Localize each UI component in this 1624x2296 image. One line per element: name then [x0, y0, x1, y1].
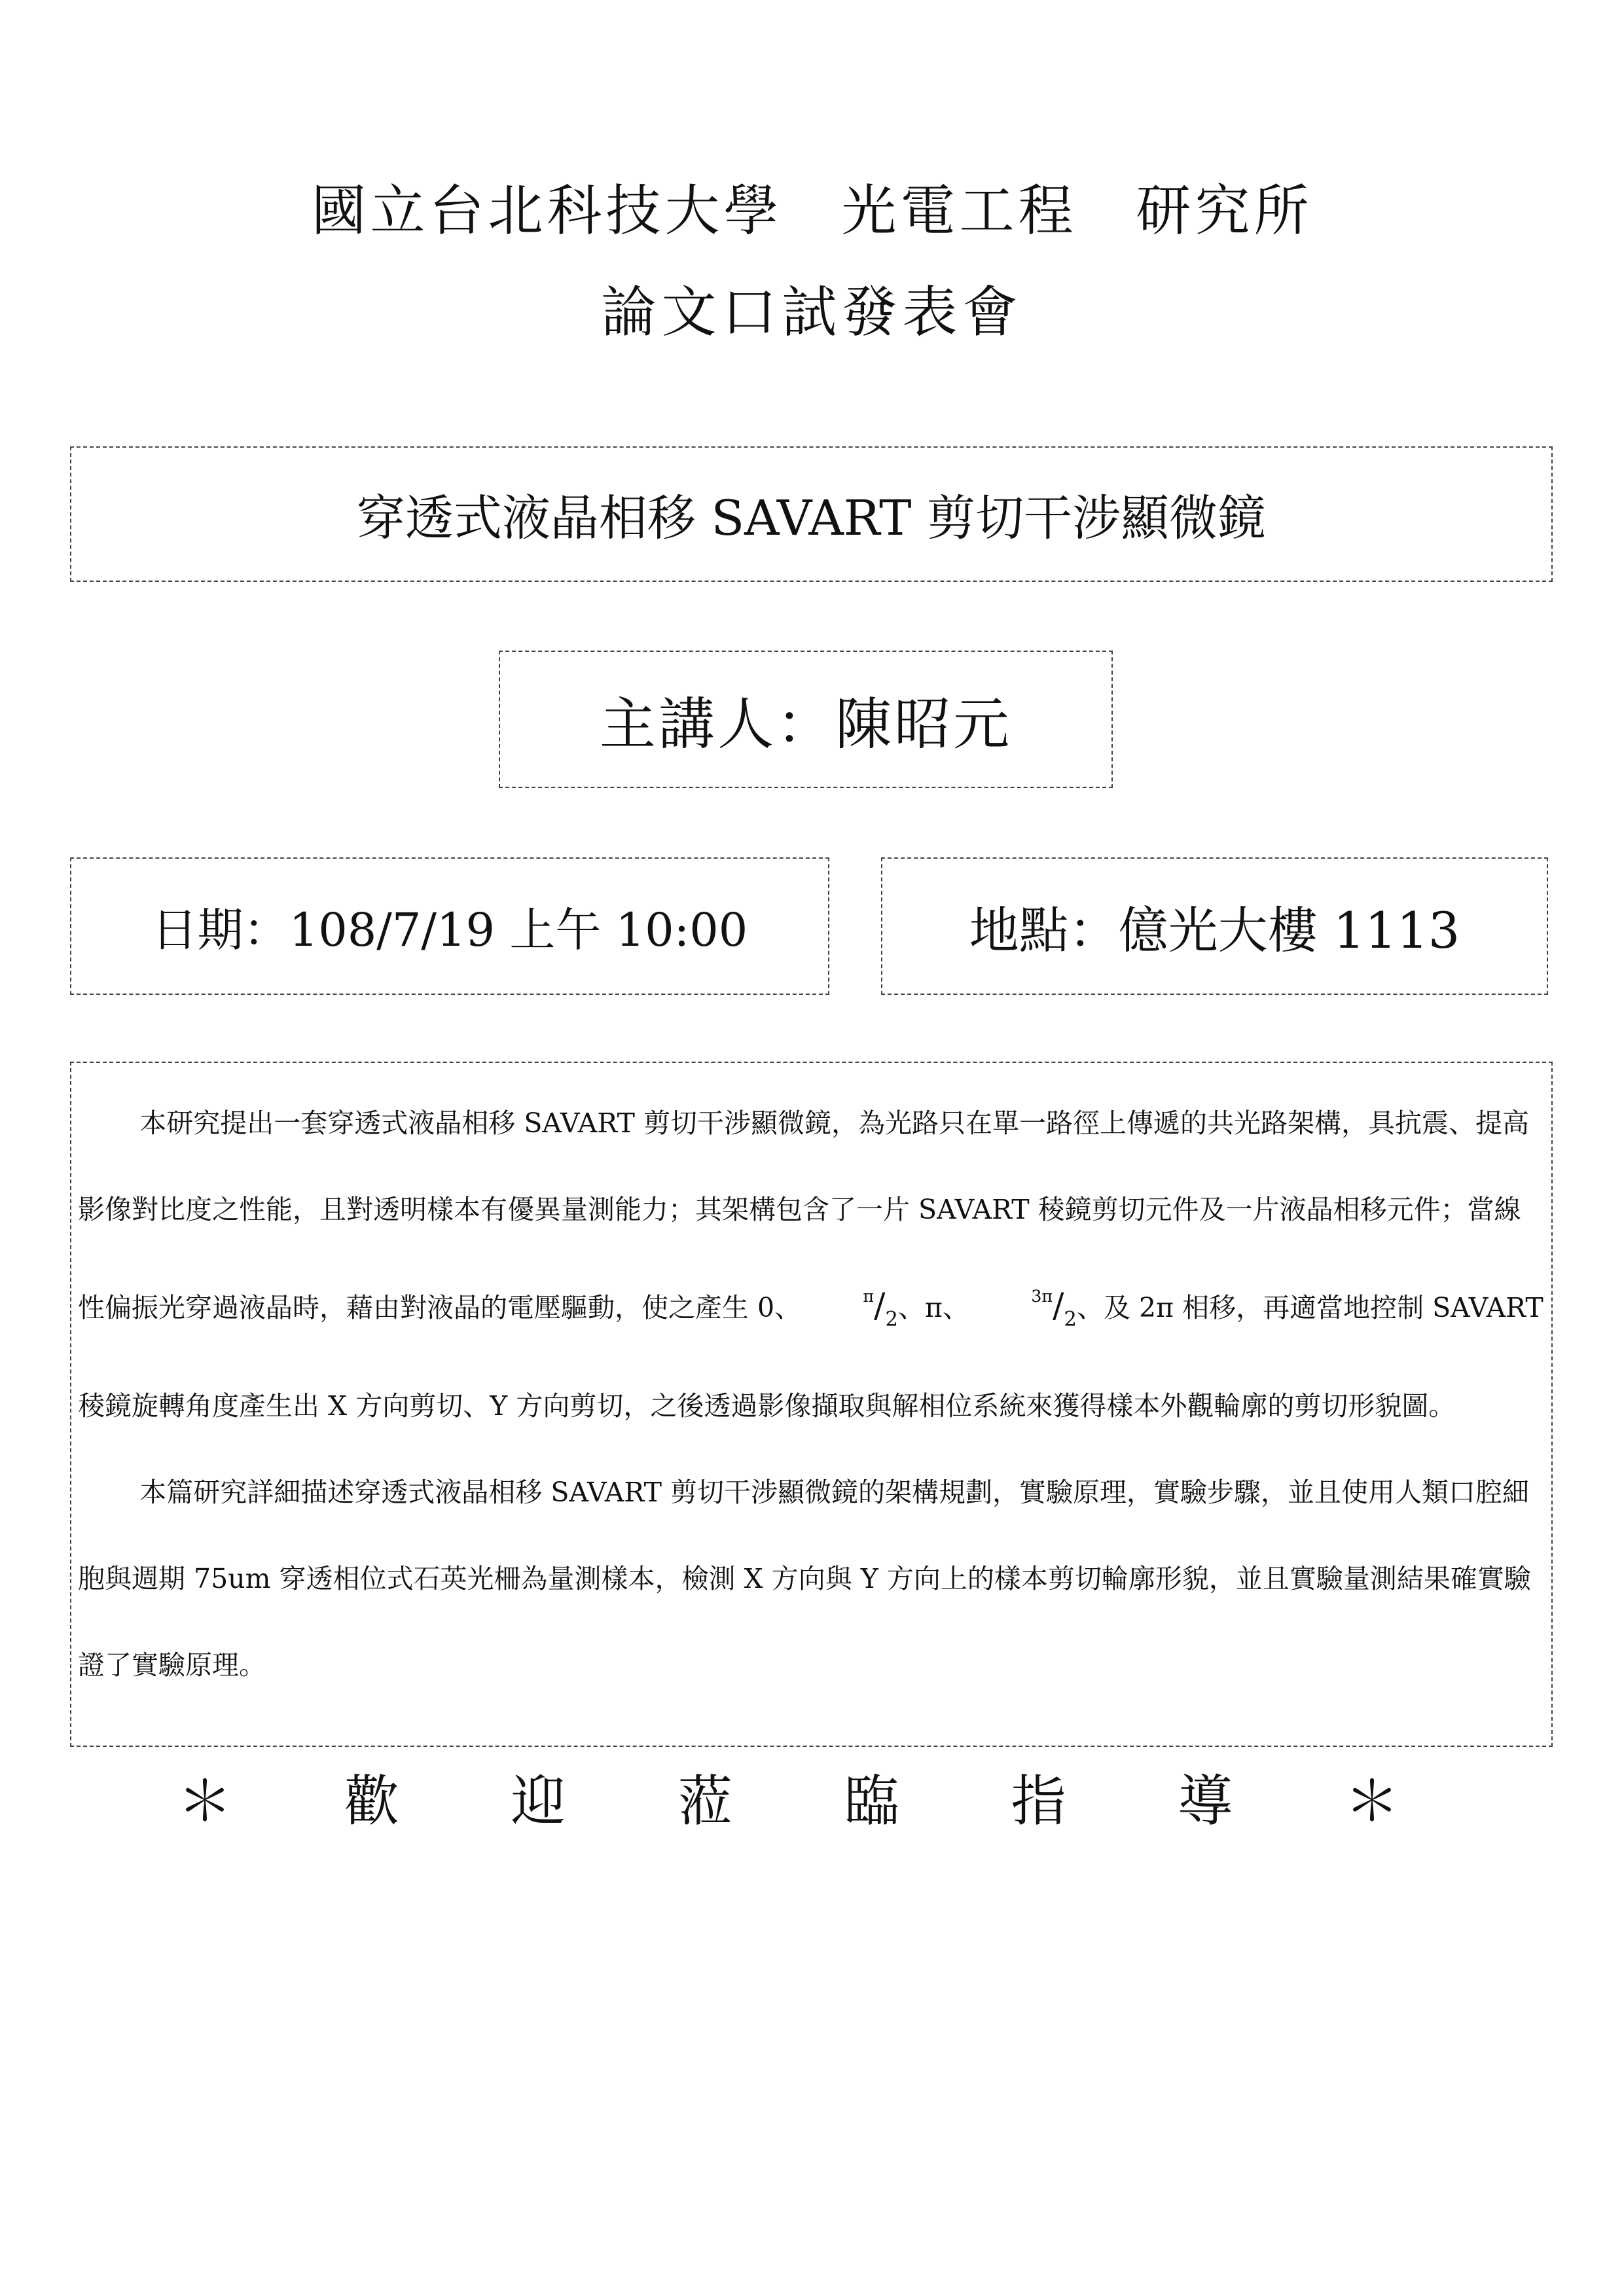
speaker-box — [499, 651, 1113, 788]
fraction-denominator: 2 — [885, 1307, 898, 1331]
location: 地點：億光大樓 1113 — [969, 901, 1460, 960]
fraction-3pi-over-2: $^{3\pi}/_2$ — [1031, 1285, 1077, 1331]
abstract-paragraph-1 — [78, 1080, 1545, 1449]
date-time: 日期：108/7/19 上午 10:00 — [151, 903, 748, 957]
fraction-pi-over-2: $^\pi/_2$ — [863, 1285, 898, 1331]
fraction-numerator: π — [863, 1286, 875, 1306]
fraction-numerator: 3π — [1031, 1286, 1053, 1306]
event-heading: 論文口試發表會 — [601, 280, 1023, 344]
abstract-box — [70, 1062, 1553, 1747]
thesis-title-box — [70, 446, 1553, 582]
welcome-message: ＊ 歡 迎 蒞 臨 指 導 ＊ — [177, 1769, 1447, 1833]
abstract-text-1a: 本研究提出一套穿透式液晶相移 SAVART 剪切干涉顯微鏡，為光路只在單一路徑上傳遞的共光路架構，具抗震、提高影像對比度之性能，且對透明樣本有優異量測能力；其架構包含了一片 SAVART 稜鏡剪切元件及一片液晶相移元件；當線性偏振光穿過液晶時，藉由對液晶的電壓驅動，使之產生 0、 — [78, 1107, 1529, 1323]
date-box — [70, 857, 829, 995]
thesis-title: 穿透式液晶相移 SAVART 剪切干涉顯微鏡 — [356, 490, 1267, 547]
abstract-paragraph-2: 本篇研究詳細描述穿透式液晶相移 SAVART 剪切干涉顯微鏡的架構規劃，實驗原理，實驗步驟，並且使用人類口腔細胞與週期 75um 穿透相位式石英光柵為量測樣本，檢測 X 方向與 Y 方向上的樣本剪切輪廓形貌，並且實驗量測結果確實驗證了實驗原理。 — [78, 1476, 1531, 1681]
abstract-separator: 、π、 — [897, 1291, 969, 1323]
location-box — [881, 857, 1548, 995]
fraction-denominator: 2 — [1064, 1307, 1077, 1331]
speaker-name: 主講人：陳昭元 — [600, 692, 1012, 757]
abstract-text-1b: 、及 2π 相移，再適當地控制 SAVART 稜鏡旋轉角度產生出 X 方向剪切、Y 方向剪切，之後透過影像擷取與解相位系統來獲得樣本外觀輪廓的剪切形貌圖。 — [78, 1291, 1543, 1422]
institution-heading: 國立台北科技大學 光電工程 研究所 — [311, 179, 1313, 243]
